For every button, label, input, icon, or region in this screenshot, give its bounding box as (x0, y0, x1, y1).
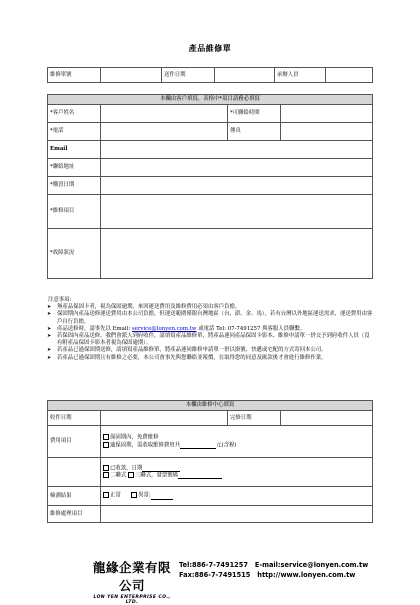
arrow-bullet-icon: ➤ (47, 325, 52, 332)
note-text: 無產品保固卡者，視為保固逾期，來回運送費用及維修費用必須由客戶負擔。 (57, 304, 241, 311)
fault-field[interactable] (101, 229, 373, 279)
notes-heading: 注意事項: (48, 297, 72, 303)
arrow-bullet-icon: ➤ (47, 332, 52, 339)
note-text-after: 或電話 Tel: 07-7491257 與客服人員聯繫。 (196, 325, 306, 332)
footer-fax: Fax:886-7-7491515 (179, 571, 251, 580)
header-fields-table (47, 67, 373, 83)
repair-item-label: *維修項目 (48, 195, 101, 229)
footer-website[interactable]: http://www.lonyen.com.tw (257, 571, 356, 580)
arrow-bullet-icon: ➤ (47, 311, 52, 318)
normal-text: 正常 (110, 492, 121, 499)
send-date-label: 送件日期 (162, 68, 215, 83)
fee-label: 費用項目 (48, 426, 101, 458)
customer-name-field[interactable] (101, 105, 228, 123)
fee-amount-blank[interactable] (180, 448, 216, 449)
note-item (47, 347, 373, 354)
email-field[interactable] (101, 141, 373, 159)
abnormal-checkbox[interactable] (131, 492, 137, 498)
invoice-3-checkbox[interactable] (128, 472, 134, 478)
invoice-2-checkbox[interactable] (103, 472, 109, 478)
address-label: *聯絡地址 (48, 159, 101, 177)
service-email-link[interactable]: service@lonyen.com.tw (131, 325, 197, 332)
footer-tel: Tel:886-7-7491257 (179, 561, 248, 569)
page-title: 產品維修單 (188, 43, 232, 53)
phone-field[interactable] (101, 123, 228, 141)
paid-checkbox[interactable] (103, 465, 109, 471)
fax-field[interactable] (281, 123, 373, 141)
fee-paid-text: 逾保固期，需收取維修費用共 (110, 442, 181, 448)
repair-no-field[interactable] (101, 68, 162, 83)
note-item (47, 333, 373, 347)
repair-no-label: 維修單號 (48, 68, 101, 83)
complete-date-label: 完修日期 (228, 411, 281, 426)
address-field[interactable] (101, 159, 373, 177)
note-item (47, 355, 373, 362)
normal-checkbox[interactable] (103, 492, 109, 498)
fault-label: *故障狀況 (48, 229, 101, 279)
repair-item-field[interactable] (101, 195, 373, 229)
fee-paid-unit: 元(含稅) (216, 442, 237, 448)
customer-info-table (47, 94, 373, 279)
note-item (47, 326, 373, 333)
note-text: 若產品已過保固期送修，請填寫產品維修單，將產品連同維修申請單一併以掛號、快遞或宅配的方式寄回本公司。 (57, 347, 327, 354)
arrow-bullet-icon: ➤ (47, 354, 52, 361)
check-result-options (101, 487, 373, 506)
contact-time-field[interactable] (281, 105, 373, 123)
invoice-number-blank[interactable] (178, 478, 222, 479)
arrow-bullet-icon: ➤ (47, 347, 52, 354)
contact-info (179, 560, 368, 580)
fee-warranty-checkbox[interactable] (103, 434, 109, 440)
receiver-field[interactable] (326, 68, 373, 83)
payment-spacer-cell (48, 458, 101, 487)
check-result-label: 檢測結果 (48, 487, 101, 506)
note-item (47, 311, 373, 325)
note-text: 保固期內產品送修運送費用由本公司負擔，但運送範圍僅限台灣地區（台、澎、金、馬），若有台灣以外地區運送需求，運送費用由客戶自行負擔。 (57, 311, 373, 325)
receiver-label: 承辦人員 (275, 68, 326, 83)
complete-date-field[interactable] (281, 411, 373, 426)
fax-label: 傳真 (228, 123, 281, 141)
repair-record-label: 維修處理項目 (48, 506, 101, 523)
note-text-before: 產品送修時，請事先以 Email: (57, 325, 132, 332)
purchase-date-field[interactable] (101, 177, 373, 195)
payment-options (101, 458, 373, 487)
service-section-header: 本欄由維修中心填寫 (48, 401, 373, 411)
invoice-3-text: 三聯式，發票號碼 (134, 472, 179, 479)
customer-name-label: *客戶姓名 (48, 105, 101, 123)
logo-english-name: LON YEN ENTERPRISE CO., LTD. (93, 595, 171, 605)
company-logo (88, 558, 176, 605)
abnormal-blank[interactable] (151, 499, 173, 500)
email-label: Email (48, 141, 101, 159)
purchase-date-label: *購買日期 (48, 177, 101, 195)
paid-date-text: 已收款，日期 (110, 465, 143, 472)
repair-record-field[interactable] (101, 506, 373, 523)
company-footer (88, 558, 388, 605)
contact-time-label: *可聯絡時間 (228, 105, 281, 123)
send-date-field[interactable] (215, 68, 275, 83)
abnormal-text: 異常: (138, 492, 151, 499)
receive-date-field[interactable] (101, 411, 228, 426)
invoice-2-text: 二聯式 (110, 472, 127, 479)
receive-date-label: 收件日期 (48, 411, 101, 426)
fee-paid-checkbox[interactable] (103, 442, 109, 448)
customer-section-header: 本欄由客戶填寫，表格中*項目請務必填寫 (48, 95, 373, 105)
note-text: 若產品已過保固期且有維修之必要，本公司會事先與您聯絡並報價，在取得您的同意及匯款後才會進行維修作業。 (57, 354, 327, 361)
fee-warranty-text: 保固期內，免費維修 (110, 434, 159, 441)
fee-options (101, 426, 373, 458)
arrow-bullet-icon: ➤ (47, 304, 52, 311)
footer-email[interactable]: E-mail:service@lonyen.com.tw (254, 561, 369, 569)
phone-label: *電話 (48, 123, 101, 141)
note-text (57, 326, 305, 333)
logo-chinese-name: 龍緣企業有限公司 (92, 560, 171, 593)
note-text: 若保固內產品送修，我們會派人到府收件，請填寫產品維修單，將產品連同產品保固卡影本、維修申請單一併交予到府收件人員（沒有附產品保固卡影本者視為保固逾期）。 (57, 332, 370, 347)
service-center-table (47, 400, 373, 523)
notes-section (47, 297, 373, 362)
